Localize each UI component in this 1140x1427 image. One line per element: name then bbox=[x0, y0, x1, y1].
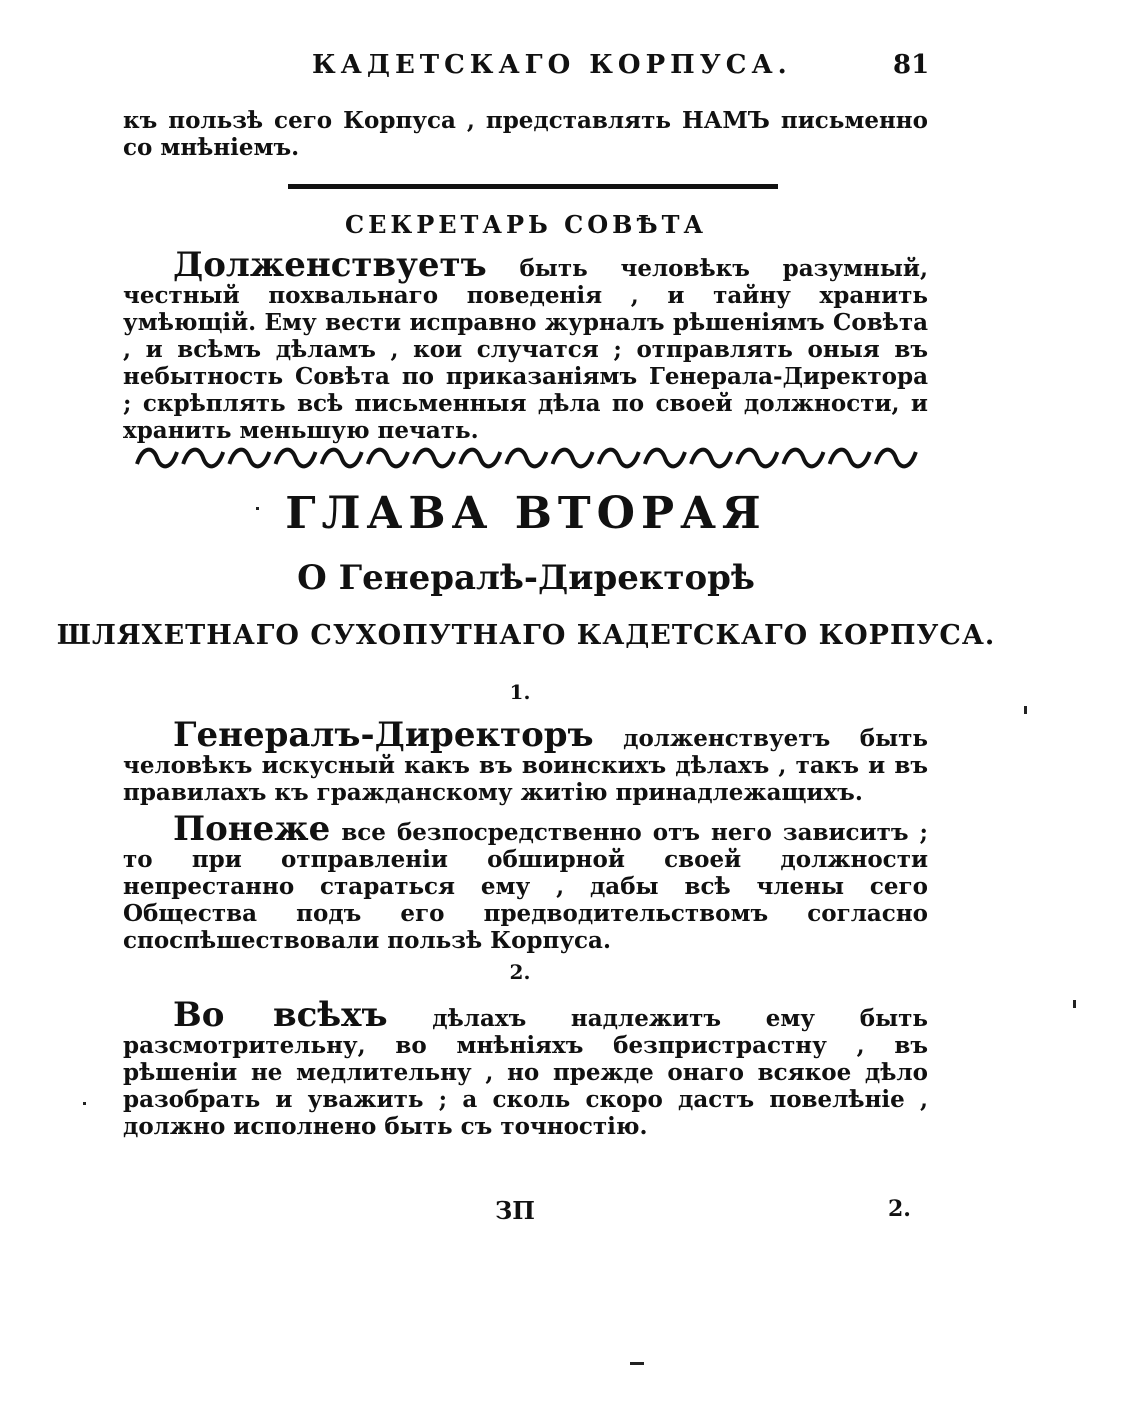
ornament-wave bbox=[506, 450, 546, 467]
ornament-wave bbox=[183, 450, 223, 467]
ornament-wave bbox=[322, 450, 362, 467]
section-divider-rule bbox=[288, 184, 778, 189]
article-1-text-2: все безпосредственно отъ него зависитъ ; то при отправленiи обширной своей должности непрестанно стараться ему , дабы всѣ члены сего Общества подъ его предводительствомъ согласно споспѣшествовали пользѣ Корпуса. bbox=[123, 819, 928, 954]
ornament-wave bbox=[876, 450, 916, 467]
article-1-paragraph-1 bbox=[123, 715, 928, 806]
article-1-lead-word-1: Генералъ-Директоръ bbox=[173, 715, 594, 755]
signature-mark: 2. bbox=[888, 1196, 911, 1222]
ornament-wave bbox=[414, 450, 454, 467]
ornament-wave bbox=[460, 450, 500, 467]
chapter-title: ГЛАВА ВТОРАЯ bbox=[285, 488, 767, 539]
article-2-lead-word: Во всѣхъ bbox=[173, 995, 388, 1035]
secretary-heading: СЕКРЕТАРЬ СОВѢТА bbox=[344, 210, 707, 239]
ornament-wave bbox=[368, 450, 408, 467]
scan-speck bbox=[1073, 1000, 1076, 1008]
ornament-wave bbox=[276, 450, 316, 467]
chapter-subtitle: О Генералѣ-Директорѣ bbox=[297, 558, 755, 598]
article-2-paragraph bbox=[123, 995, 928, 1140]
ornament-wave bbox=[783, 450, 823, 467]
scan-speck bbox=[1024, 706, 1027, 714]
article-number-1: 1. bbox=[509, 680, 531, 704]
page-number: 81 bbox=[893, 50, 930, 80]
secretary-paragraph bbox=[123, 245, 929, 444]
catchword: ЗП bbox=[495, 1196, 535, 1225]
ornament-wave bbox=[599, 450, 639, 467]
article-1-text-1: долженствуетъ быть человѣкъ искусный какъ въ воинскихъ дѣлахъ , такъ и въ правилахъ къ гражданскому житiю принадлежащихъ. bbox=[123, 725, 928, 806]
scan-speck bbox=[256, 507, 259, 510]
ornament-wave bbox=[645, 450, 685, 467]
continuation-paragraph: къ пользѣ сего Корпуса , представлять НАМЪ письменно со мнѣнiемъ. bbox=[123, 107, 928, 161]
article-2-text: дѣлахъ надлежитъ ему быть разсмотрительну, во мнѣнiяхъ безпристрастну , въ рѣшенiи не медлительну , но прежде онаго всякое дѣло разобрать и уважить ; а сколь скоро дастъ повелѣнiе , должно исполнено быть съ точностiю. bbox=[123, 1005, 928, 1140]
article-number-2: 2. bbox=[509, 960, 531, 984]
scan-speck bbox=[630, 1362, 644, 1365]
ornament-wave bbox=[691, 450, 731, 467]
article-1-lead-word-2: Понеже bbox=[173, 809, 331, 849]
article-1-paragraph-2 bbox=[123, 809, 928, 954]
ornament-wave bbox=[229, 450, 269, 467]
scan-speck bbox=[83, 1102, 86, 1105]
ornament-wave bbox=[137, 450, 177, 467]
ornament-wave bbox=[830, 450, 870, 467]
running-head: КАДЕТСКАГО КОРПУСА. bbox=[312, 50, 792, 80]
chapter-subtitle-corps: ШЛЯХЕТНАГО СУХОПУТНАГО КАДЕТСКАГО КОРПУСА. bbox=[56, 620, 996, 651]
secretary-lead-word: Долженствуетъ bbox=[173, 245, 487, 285]
ornament-wave bbox=[737, 450, 777, 467]
ornament-border bbox=[133, 442, 918, 474]
ornament-wave bbox=[553, 450, 593, 467]
secretary-text: быть человѣкъ разумный, честный похвальнаго поведенiя , и тайну хранить умѣющiй. Ему вести исправно журналъ рѣшенiямъ Совѣта , и всѣмъ дѣламъ , кои случатся ; отправлять оныя въ небытность Совѣта по приказанiямъ Генерала-Директора ; скрѣплять всѣ письменныя дѣла по своей должности, и хранить меньшую печать. bbox=[123, 255, 929, 444]
